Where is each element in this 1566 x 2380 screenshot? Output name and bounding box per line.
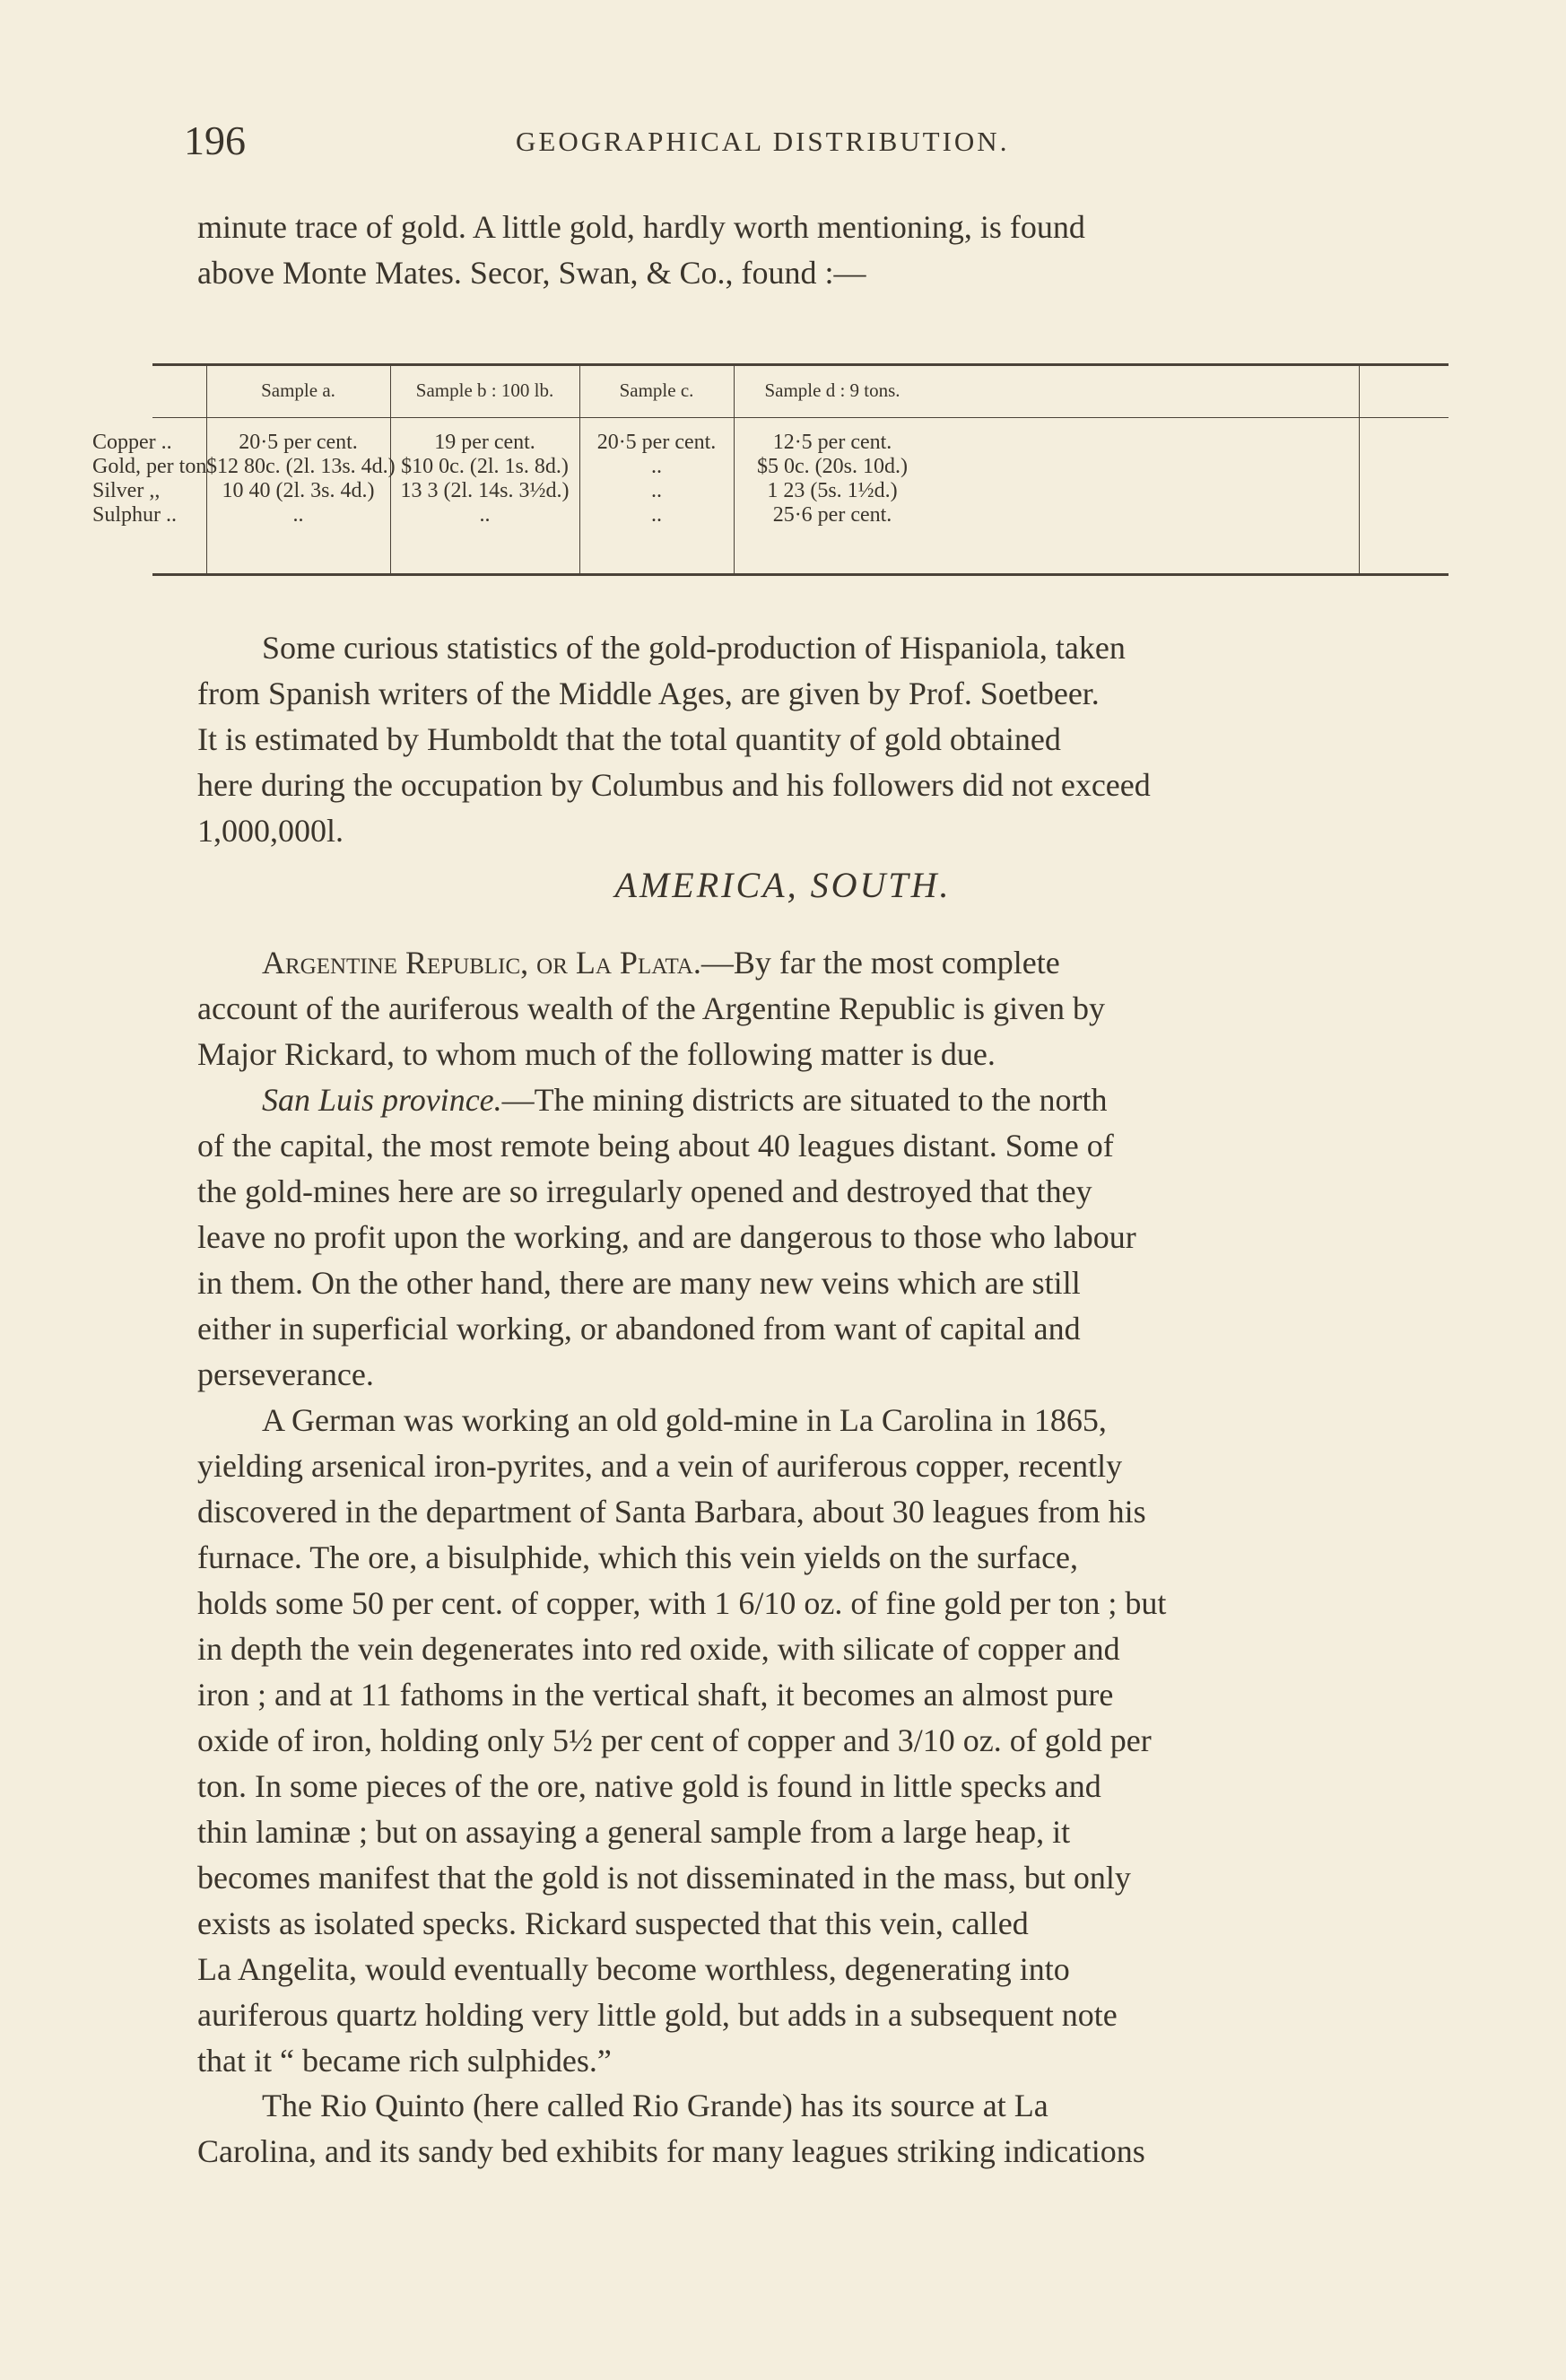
argentine-lead: Argentine Republic, or La Plata. xyxy=(262,945,701,981)
table-column-sample-c xyxy=(579,431,734,527)
text-line: in them. On the other hand, there are many new veins which are still xyxy=(197,1265,1081,1301)
row-label-gold: Gold, per ton xyxy=(92,455,207,478)
table-cell: .. xyxy=(651,503,662,527)
table-column-sample-b xyxy=(390,431,579,527)
text-line: auriferous quartz holding very little gold, but adds in a subsequent note xyxy=(197,1997,1118,2033)
table-cell: 12·5 per cent. xyxy=(772,431,892,454)
text-line: oxide of iron, holding only 5½ per cent of copper and 3/10 oz. of gold per xyxy=(197,1722,1152,1758)
text-line: La Angelita, would eventually become worthless, degenerating into xyxy=(197,1951,1070,1987)
argentine-first-line: —By far the most complete xyxy=(700,945,1060,981)
text-line: perseverance. xyxy=(197,1356,374,1392)
text-line xyxy=(197,940,1404,986)
text-line: Carolina, and its sandy bed exhibits for many leagues striking indications xyxy=(197,2133,1145,2169)
text-line: becomes manifest that the gold is not disseminated in the mass, but only xyxy=(197,1860,1131,1896)
text-line: yielding arsenical iron-pyrites, and a vein of auriferous copper, recently xyxy=(197,1448,1123,1484)
table-header-sample-c: Sample c. xyxy=(619,379,694,401)
table-column-sample-a xyxy=(206,431,396,527)
table-cell: $12 80c. (2l. 13s. 4d.) xyxy=(206,455,396,478)
table-column-sample-d xyxy=(734,431,931,527)
table-row-labels xyxy=(92,431,206,527)
text-line: exists as isolated specks. Rickard suspected that this vein, called xyxy=(197,1905,1029,1941)
text-line: either in superficial working, or abandoned from want of capital and xyxy=(197,1311,1081,1347)
german-paragraph xyxy=(197,1398,1404,2084)
text-line: discovered in the department of Santa Barbara, about 30 leagues from his xyxy=(197,1494,1146,1530)
san-luis-lead: San Luis province. xyxy=(262,1082,502,1118)
section-heading: AMERICA, SOUTH. xyxy=(614,865,952,905)
text-line: ton. In some pieces of the ore, native gold is found in little specks and xyxy=(197,1768,1101,1804)
text-line: that it “ became rich sulphides.” xyxy=(197,2043,612,2079)
text-line: It is estimated by Humboldt that the total quantity of gold obtained xyxy=(197,721,1061,757)
table-cell: .. xyxy=(292,503,304,527)
table-header-sample-b: Sample b : 100 lb. xyxy=(415,379,554,401)
table-cell: .. xyxy=(479,503,491,527)
text-line: account of the auriferous wealth of the Argentine Republic is given by xyxy=(197,990,1106,1026)
argentine-paragraph xyxy=(197,940,1404,1077)
text-line: iron ; and at 11 fathoms in the vertical shaft, it becomes an almost pure xyxy=(197,1677,1114,1713)
text-line: leave no profit upon the working, and are dangerous to those who labour xyxy=(197,1219,1136,1255)
table-column-divider xyxy=(1359,363,1360,573)
text-line: The Rio Quinto (here called Rio Grande) has its source at La xyxy=(262,2088,1048,2123)
table-cell: 20·5 per cent. xyxy=(596,431,717,454)
table-top-rule xyxy=(152,363,1449,366)
text-line: A German was working an old gold-mine in La Carolina in 1865, xyxy=(262,1402,1107,1438)
text-line: furnace. The ore, a bisulphide, which this vein yields on the surface, xyxy=(197,1539,1079,1575)
text-line: holds some 50 per cent. of copper, with 1 6/10 oz. of fine gold per ton ; but xyxy=(197,1585,1167,1621)
hispaniola-paragraph xyxy=(197,625,1404,854)
page-number: 196 xyxy=(184,118,246,163)
table-cell: 1 23 (5s. 1½d.) xyxy=(767,479,898,502)
table-header-sample-a: Sample a. xyxy=(261,379,335,401)
table-cell: .. xyxy=(651,455,662,478)
text-line: the gold-mines here are so irregularly opened and destroyed that they xyxy=(197,1173,1092,1209)
text-line: thin laminæ ; but on assaying a general sample from a large heap, it xyxy=(197,1814,1071,1850)
text-line: above Monte Mates. Secor, Swan, & Co., found :— xyxy=(197,255,866,291)
table-cell: $10 0c. (2l. 1s. 8d.) xyxy=(401,455,569,478)
text-line: Some curious statistics of the gold-production of Hispaniola, taken xyxy=(262,630,1126,666)
intro-paragraph xyxy=(197,205,1404,296)
running-title: GEOGRAPHICAL DISTRIBUTION. xyxy=(516,126,1010,157)
row-label-silver: Silver ,, xyxy=(92,479,161,502)
table-cell: 25·6 per cent. xyxy=(772,503,892,527)
table-cell: $5 0c. (20s. 10d.) xyxy=(757,455,908,478)
table-cell: 10 40 (2l. 3s. 4d.) xyxy=(222,479,375,502)
text-line: 1,000,000l. xyxy=(197,813,344,849)
table-cell: 19 per cent. xyxy=(434,431,535,454)
table-header-sample-d: Sample d : 9 tons. xyxy=(764,379,900,401)
san-luis-first-line: —The mining districts are situated to the north xyxy=(501,1082,1108,1118)
row-label-sulphur: Sulphur .. xyxy=(92,503,178,527)
rio-quinto-paragraph xyxy=(197,2083,1404,2175)
assay-table xyxy=(92,363,1449,577)
text-line: minute trace of gold. A little gold, hardly worth mentioning, is found xyxy=(197,209,1085,245)
table-bottom-rule xyxy=(152,573,1449,576)
text-line: from Spanish writers of the Middle Ages, are given by Prof. Soetbeer. xyxy=(197,676,1100,711)
text-line: here during the occupation by Columbus and his followers did not exceed xyxy=(197,767,1151,803)
table-header-rule xyxy=(152,417,1449,418)
text-line: Major Rickard, to whom much of the following matter is due. xyxy=(197,1036,996,1072)
text-line xyxy=(197,1077,1404,1123)
table-cell: 20·5 per cent. xyxy=(239,431,358,454)
san-luis-paragraph xyxy=(197,1077,1404,1398)
text-line: in depth the vein degenerates into red oxide, with silicate of copper and xyxy=(197,1631,1120,1667)
row-label-copper: Copper .. xyxy=(92,431,172,454)
text-line: of the capital, the most remote being about 40 leagues distant. Some of xyxy=(197,1128,1114,1164)
table-cell: .. xyxy=(651,479,662,502)
table-cell: 13 3 (2l. 14s. 3½d.) xyxy=(400,479,570,502)
